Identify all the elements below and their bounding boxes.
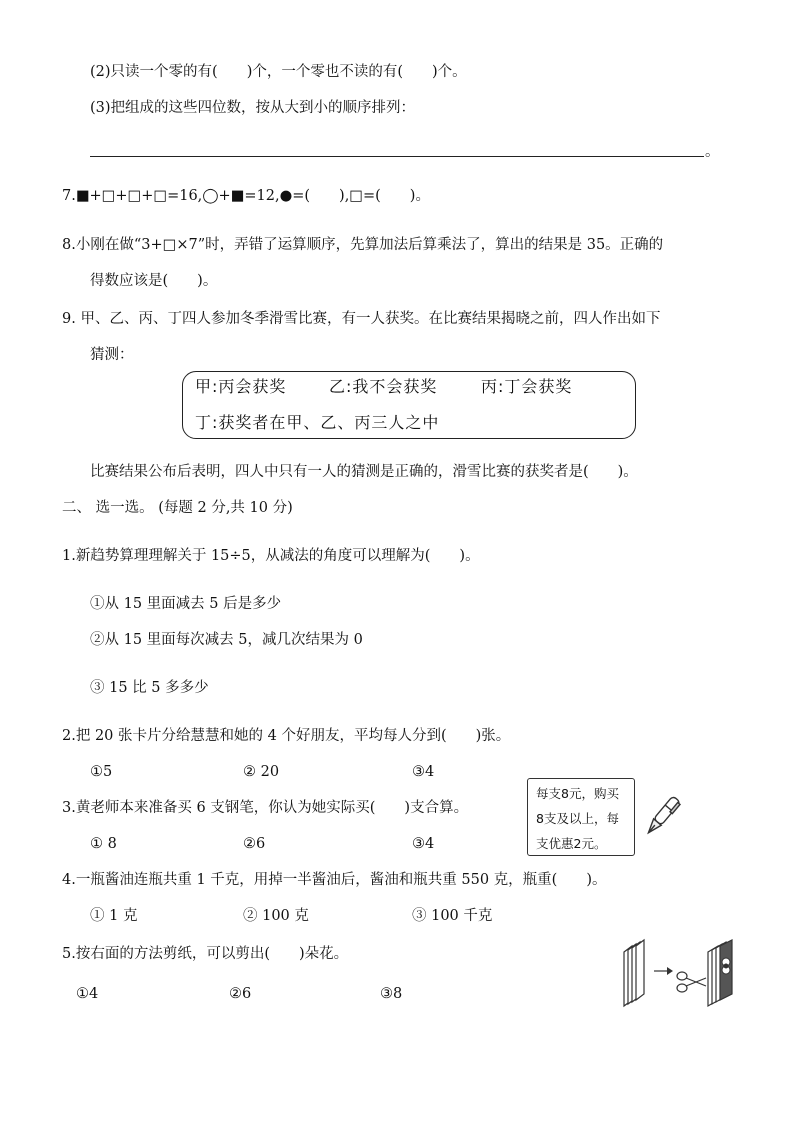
folded-paper-icon bbox=[622, 940, 652, 1006]
choice-3-option-1: ① 8 bbox=[90, 836, 117, 852]
question-9-line1: 9. 甲、乙、丙、丁四人参加冬季滑雪比赛，有一人获奖。在比赛结果揭晓之前，四人作出如下 bbox=[62, 311, 661, 327]
section-2-title: 二、 选一选。 (每题 2 分,共 10 分) bbox=[62, 500, 293, 516]
guess-jia: 甲:丙会获奖 bbox=[195, 377, 287, 396]
choice-4-stem: 4.一瓶酱油连瓶共重 1 千克，用掉一半酱油后，酱油和瓶共重 550 克，瓶重( )。 bbox=[62, 872, 607, 888]
price-note-line2: 8支及以上，每 bbox=[536, 811, 619, 826]
question-8-line2: 得数应该是( )。 bbox=[90, 273, 218, 289]
cut-paper-icon bbox=[706, 940, 738, 1006]
choice-4-option-3: ③ 100 千克 bbox=[412, 908, 493, 924]
answer-line bbox=[90, 156, 704, 157]
guess-bing: 丙:丁会获奖 bbox=[481, 377, 573, 396]
price-note-line1: 每支8元，购买 bbox=[536, 786, 619, 801]
guess-bubble bbox=[182, 371, 636, 439]
choice-4-option-1: ① 1 克 bbox=[90, 908, 138, 924]
choice-2-option-1: ①5 bbox=[90, 764, 113, 780]
choice-1-option-2: ②从 15 里面每次减去 5，减几次结果为 0 bbox=[90, 632, 363, 648]
question-9-line2: 猜测： bbox=[90, 347, 134, 363]
question-9-line3: 比赛结果公布后表明，四人中只有一人的猜测是正确的，滑雪比赛的获奖者是( )。 bbox=[90, 464, 638, 480]
question-8-line1: 8.小刚在做“3+□×7”时，弄错了运算顺序，先算加法后算乘法了，算出的结果是 35。正确的 bbox=[62, 237, 664, 253]
scissors-icon bbox=[676, 968, 708, 996]
choice-5-stem: 5.按右面的方法剪纸，可以剪出( )朵花。 bbox=[62, 946, 349, 962]
q6-part3: (3)把组成的这些四位数，按从大到小的顺序排列： bbox=[90, 100, 416, 116]
price-note bbox=[527, 778, 635, 856]
choice-4-option-2: ② 100 克 bbox=[243, 908, 309, 924]
choice-1-option-3: ③ 15 比 5 多多少 bbox=[90, 680, 209, 696]
price-note-line3: 支优惠2元。 bbox=[536, 836, 607, 851]
guess-ding: 丁:获奖者在甲、乙、丙三人之中 bbox=[195, 413, 440, 432]
choice-5-option-3: ③8 bbox=[380, 986, 403, 1002]
answer-line-end-mark: 。 bbox=[705, 144, 720, 160]
choice-3-stem: 3.黄老师本来准备买 6 支钢笔，你认为她实际买( )支合算。 bbox=[62, 800, 469, 816]
choice-3-option-3: ③4 bbox=[412, 836, 435, 852]
arrow-icon bbox=[654, 966, 674, 976]
choice-2-option-3: ③4 bbox=[412, 764, 435, 780]
choice-2-option-2: ② 20 bbox=[243, 764, 280, 780]
choice-2-stem: 2.把 20 张卡片分给慧慧和她的 4 个好朋友，平均每人分到( )张。 bbox=[62, 728, 511, 744]
choice-5-option-1: ①4 bbox=[76, 986, 99, 1002]
choice-3-option-2: ②6 bbox=[243, 836, 266, 852]
guess-yi: 乙:我不会获奖 bbox=[329, 377, 438, 396]
q6-part2: (2)只读一个零的有( )个，一个零也不读的有( )个。 bbox=[90, 64, 467, 80]
pen-icon bbox=[640, 795, 680, 843]
choice-5-option-2: ②6 bbox=[229, 986, 252, 1002]
choice-1-option-1: ①从 15 里面减去 5 后是多少 bbox=[90, 596, 282, 612]
question-7: 7.■+□+□+□=16,◯+■=12,●=( ),□=( )。 bbox=[62, 188, 430, 204]
choice-1-stem: 1.新趋势算理理解关于 15÷5，从减法的角度可以理解为( )。 bbox=[62, 548, 480, 564]
